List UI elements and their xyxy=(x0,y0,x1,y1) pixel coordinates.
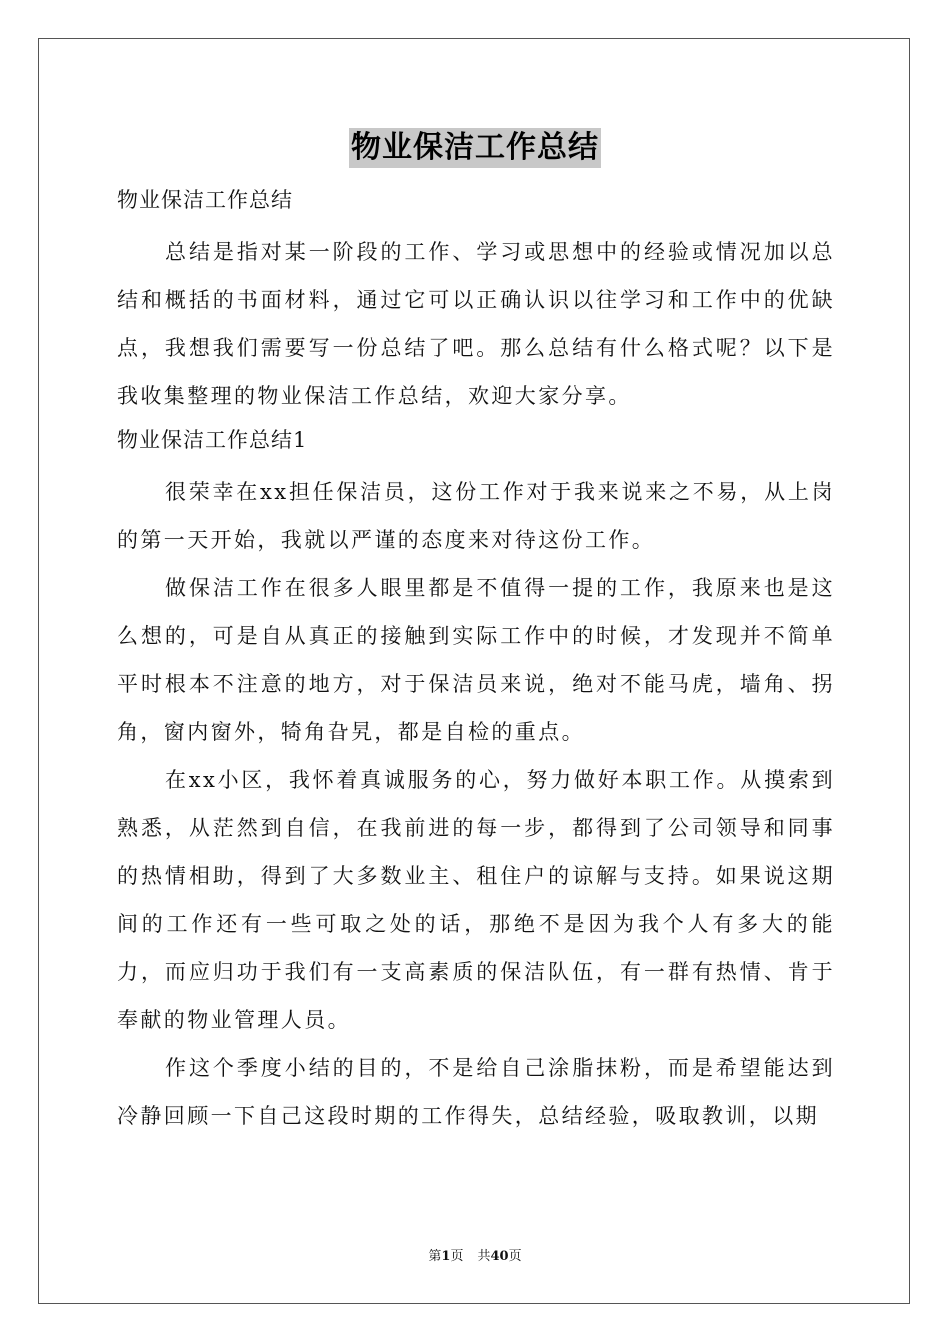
body-paragraph: 作这个季度小结的目的，不是给自己涂脂抹粉，而是希望能达到冷静回顾一下自己这段时期的工作得失，总结经验，吸取教训，以期 xyxy=(117,1056,835,1128)
section-heading: 物业保洁工作总结 xyxy=(117,188,293,212)
body-paragraph: 在xx小区，我怀着真诚服务的心，努力做好本职工作。从摸索到熟悉，从茫然到自信，在我前进的每一步，都得到了公司领导和同事的热情相助，得到了大多数业主、租住户的谅解与支持。如果说这期间的工作还有一些可取之处的话，那绝不是因为我个人有多大的能力，而应归功于我们有一支高素质的保洁队伍，有一群有热情、肯于奉献的物业管理人员。 xyxy=(117,768,835,1032)
document-body xyxy=(117,180,835,1140)
total-prefix: 共 xyxy=(477,1249,491,1264)
body-paragraph: 很荣幸在xx担任保洁员，这份工作对于我来说来之不易，从上岗的第一天开始，我就以严谨的态度来对待这份工作。 xyxy=(117,480,835,552)
title-container xyxy=(0,128,950,168)
page-prefix: 第 xyxy=(428,1249,442,1264)
total-suffix: 页 xyxy=(508,1249,522,1264)
body-paragraph: 总结是指对某一阶段的工作、学习或思想中的经验或情况加以总结和概括的书面材料，通过它可以正确认识以往学习和工作中的优缺点，我想我们需要写一份总结了吧。那么总结有什么格式呢？以下是我收集整理的物业保洁工作总结，欢迎大家分享。 xyxy=(117,240,835,408)
page-number: 1 xyxy=(441,1249,451,1264)
page-footer xyxy=(0,1248,950,1266)
body-paragraph: 做保洁工作在很多人眼里都是不值得一提的工作，我原来也是这么想的，可是自从真正的接触到实际工作中的时候，才发现并不简单平时根本不注意的地方，对于保洁员来说，绝对不能马虎，墙角、拐角，窗内窗外，犄角旮旯，都是自检的重点。 xyxy=(117,576,835,744)
page-suffix: 页 xyxy=(450,1249,464,1264)
document-title: 物业保洁工作总结 xyxy=(349,128,601,168)
total-pages: 40 xyxy=(490,1249,509,1264)
section-heading: 物业保洁工作总结1 xyxy=(117,428,308,452)
